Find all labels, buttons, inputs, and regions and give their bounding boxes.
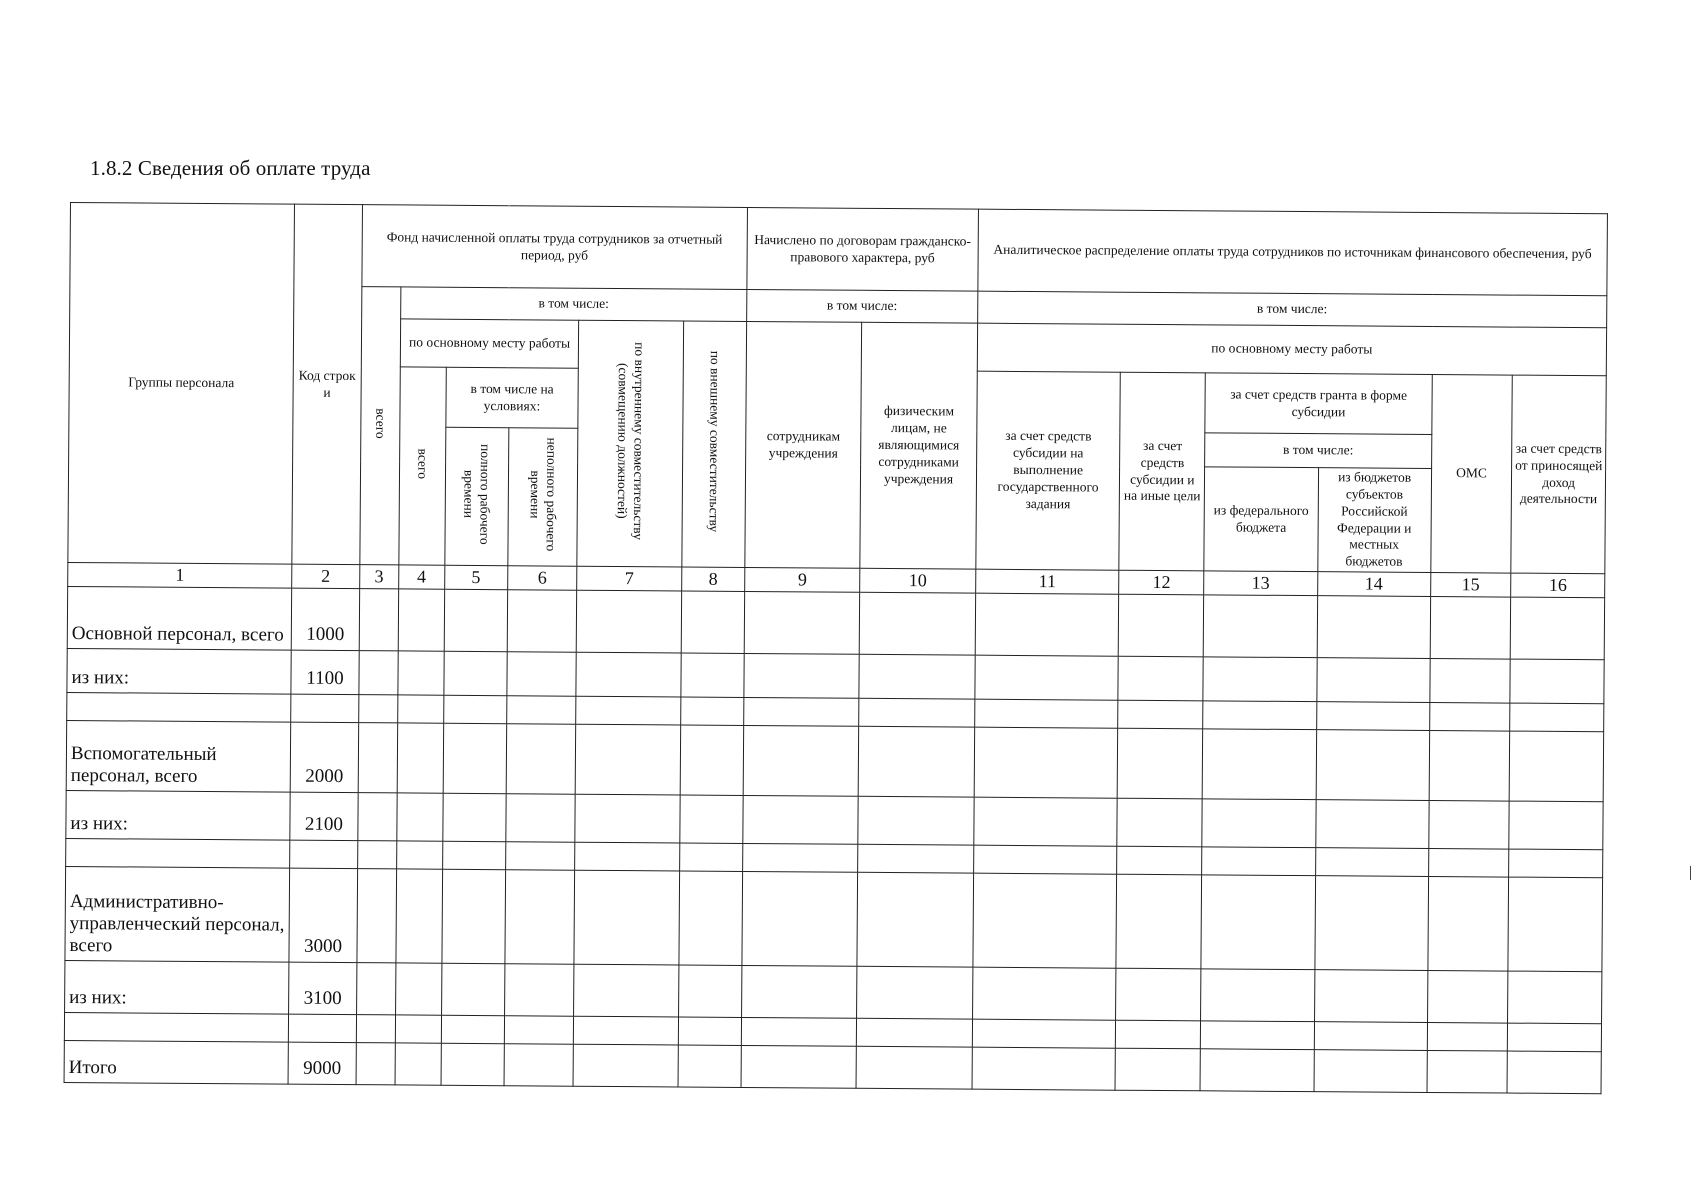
value-cell[interactable]: [397, 722, 443, 792]
col-number: 12: [1119, 570, 1204, 594]
value-cell[interactable]: [357, 840, 396, 868]
pay-table: [64, 202, 1608, 1094]
value-cell[interactable]: [356, 1014, 395, 1042]
value-cell[interactable]: [358, 694, 397, 722]
value-cell[interactable]: [858, 796, 974, 845]
col-number: 15: [1430, 572, 1511, 596]
value-cell[interactable]: [1118, 700, 1203, 729]
value-cell[interactable]: [1314, 969, 1428, 1022]
value-cell[interactable]: [505, 841, 575, 870]
col-number: 16: [1511, 573, 1605, 597]
value-cell[interactable]: [506, 723, 576, 794]
value-cell[interactable]: [741, 1045, 857, 1088]
header-non-employees: физическим лицам, не являющимися сотрудниками учреждения: [860, 322, 977, 569]
value-cell[interactable]: [856, 1046, 972, 1089]
value-cell[interactable]: [356, 962, 396, 1014]
value-cell[interactable]: [744, 591, 860, 654]
header-analytic: Аналитическое распределение оплаты труда сотрудников по источникам финансового обеспечения, руб: [978, 209, 1608, 296]
value-cell[interactable]: [441, 1043, 504, 1085]
value-cell[interactable]: [1314, 875, 1428, 970]
value-cell[interactable]: [1510, 597, 1604, 660]
row-code: 2000: [290, 722, 358, 792]
value-cell[interactable]: [398, 650, 444, 694]
value-cell[interactable]: [1429, 702, 1510, 731]
value-cell[interactable]: [507, 589, 577, 652]
value-cell[interactable]: [1316, 701, 1429, 730]
value-cell[interactable]: [1427, 1050, 1508, 1093]
value-cell[interactable]: [358, 792, 398, 840]
value-cell[interactable]: [1116, 874, 1202, 969]
value-cell[interactable]: [1314, 1021, 1427, 1050]
value-cell[interactable]: [441, 963, 505, 1015]
value-cell[interactable]: [1428, 848, 1509, 877]
col-number: 13: [1204, 571, 1317, 595]
value-cell[interactable]: [859, 654, 975, 699]
value-cell[interactable]: [1508, 971, 1602, 1024]
row-code: 1100: [291, 650, 359, 694]
value-cell[interactable]: [359, 588, 399, 650]
value-cell[interactable]: [1117, 846, 1202, 875]
header-external: по внешнему совместительству: [682, 321, 747, 567]
value-cell[interactable]: [860, 592, 976, 655]
value-cell[interactable]: [504, 963, 574, 1016]
header-internal: по внутреннему совместительству (совмещению должностей): [577, 320, 683, 567]
value-cell[interactable]: [1430, 658, 1511, 703]
value-cell[interactable]: [972, 967, 1116, 1020]
page-title: 1.8.2 Сведения об оплате труда: [90, 156, 371, 180]
header-grant-incl: в том числе:: [1205, 433, 1432, 469]
value-cell[interactable]: [1116, 968, 1201, 1021]
value-cell[interactable]: [443, 695, 506, 723]
value-cell[interactable]: [679, 842, 742, 870]
col-number: 4: [399, 565, 445, 589]
value-cell[interactable]: [681, 590, 745, 652]
row-label: Основной персонал, всего: [67, 586, 292, 650]
header-part-time: неполного рабочего времени: [508, 428, 579, 567]
header-employees: сотрудникам учреждения: [745, 321, 862, 568]
header-fund-total: всего: [360, 287, 401, 565]
header-code: Код строк и: [292, 204, 362, 564]
col-number: 9: [745, 567, 861, 591]
value-cell[interactable]: [743, 725, 859, 796]
value-cell[interactable]: [680, 794, 743, 842]
value-cell[interactable]: [744, 697, 860, 726]
row-label: Административно-управленческий персонал, всего: [65, 866, 290, 962]
value-cell[interactable]: [576, 724, 681, 795]
value-cell[interactable]: [574, 964, 679, 1017]
value-cell[interactable]: [575, 842, 680, 871]
value-cell[interactable]: [504, 1015, 574, 1044]
value-cell[interactable]: [681, 696, 744, 724]
value-cell[interactable]: [857, 966, 973, 1019]
value-cell[interactable]: [1429, 730, 1510, 801]
value-cell[interactable]: [1510, 703, 1604, 732]
header-fund: Фонд начисленной оплаты труда сотрудников за отчетный период, руб: [362, 205, 748, 290]
value-cell[interactable]: [1201, 968, 1315, 1021]
header-groups: Группы персонала: [68, 203, 295, 565]
value-cell[interactable]: [577, 590, 682, 653]
value-cell[interactable]: [859, 698, 975, 727]
margin-mark: [1690, 866, 1691, 880]
value-cell[interactable]: [1118, 728, 1203, 799]
value-cell[interactable]: [743, 843, 859, 872]
value-cell[interactable]: [573, 1044, 678, 1087]
value-cell[interactable]: [974, 699, 1118, 728]
value-cell[interactable]: [1200, 1048, 1314, 1091]
header-grant: за счет средств гранта в форме субсидии: [1205, 373, 1432, 435]
row-code: 1000: [291, 588, 359, 650]
header-full-time: полного рабочего времени: [444, 427, 508, 565]
header-fund-incl: в том числе:: [401, 287, 747, 322]
value-cell[interactable]: [507, 651, 577, 696]
value-cell[interactable]: [857, 872, 973, 967]
value-cell[interactable]: [1509, 849, 1603, 878]
value-cell[interactable]: [442, 869, 506, 963]
pay-table-sheet: [64, 202, 1608, 1094]
value-cell[interactable]: [1119, 594, 1204, 657]
col-number: 5: [444, 565, 507, 589]
value-cell[interactable]: [395, 1042, 441, 1084]
value-cell[interactable]: [398, 588, 444, 650]
value-cell[interactable]: [576, 652, 681, 697]
value-cell[interactable]: [742, 871, 858, 966]
col-number: 6: [507, 566, 577, 590]
value-cell[interactable]: [974, 727, 1118, 798]
value-cell[interactable]: [1429, 800, 1510, 849]
header-regional: из бюджетов субъектов Российской Федерации и местных бюджетов: [1317, 468, 1431, 573]
value-cell[interactable]: [1317, 595, 1431, 658]
row-label: из них:: [66, 790, 291, 840]
value-cell[interactable]: [1427, 970, 1508, 1023]
row-label: Вспомогательный персонал, всего: [66, 720, 291, 792]
col-number: 11: [975, 569, 1119, 594]
value-cell[interactable]: [1202, 728, 1316, 799]
value-cell[interactable]: [1428, 876, 1509, 971]
header-income: за счет средств от приносящей доход деятельности: [1511, 375, 1606, 574]
value-cell[interactable]: [742, 965, 858, 1018]
value-cell[interactable]: [857, 1018, 973, 1047]
value-cell[interactable]: [1430, 596, 1511, 659]
value-cell[interactable]: [1118, 656, 1203, 701]
value-cell[interactable]: [681, 652, 744, 696]
value-cell[interactable]: [1509, 801, 1603, 850]
value-cell[interactable]: [358, 722, 398, 792]
value-cell[interactable]: [356, 1042, 395, 1084]
value-cell[interactable]: [1316, 729, 1430, 800]
value-cell[interactable]: [678, 964, 742, 1016]
value-cell[interactable]: [858, 844, 974, 873]
value-cell[interactable]: [506, 793, 576, 842]
header-oms: ОМС: [1431, 374, 1513, 573]
value-cell[interactable]: [679, 870, 743, 964]
row-label: [64, 1012, 288, 1042]
row-label: из них:: [67, 648, 292, 694]
row-code: 3000: [289, 868, 357, 962]
value-cell[interactable]: [504, 1043, 574, 1086]
value-cell[interactable]: [442, 841, 505, 869]
value-cell[interactable]: [397, 792, 443, 840]
header-federal: из федерального бюджета: [1204, 467, 1318, 572]
value-cell[interactable]: [441, 1015, 504, 1043]
value-cell[interactable]: [744, 653, 860, 698]
row-code: 2100: [290, 792, 358, 840]
value-cell[interactable]: [505, 869, 575, 964]
value-cell[interactable]: [1201, 874, 1315, 969]
value-cell[interactable]: [1509, 731, 1603, 802]
col-number: 8: [682, 567, 745, 591]
header-main-place-analytic: по основному месту работы: [977, 323, 1607, 376]
value-cell[interactable]: [1116, 1020, 1201, 1049]
row-code: [290, 840, 358, 868]
value-cell[interactable]: [576, 696, 681, 725]
value-cell[interactable]: [1508, 1023, 1602, 1052]
value-cell[interactable]: [1314, 1049, 1428, 1092]
value-cell[interactable]: [1508, 877, 1602, 972]
header-analytic-incl: в том числе:: [977, 291, 1606, 328]
value-cell[interactable]: [1203, 700, 1316, 729]
value-cell[interactable]: [974, 797, 1118, 846]
value-cell[interactable]: [395, 1014, 441, 1042]
value-cell[interactable]: [975, 655, 1119, 700]
row-code: [291, 694, 359, 722]
value-cell[interactable]: [1201, 1020, 1314, 1049]
value-cell[interactable]: [1115, 1048, 1200, 1091]
col-number: 1: [68, 562, 292, 587]
value-cell[interactable]: [396, 840, 442, 868]
value-cell[interactable]: [574, 870, 679, 965]
value-cell[interactable]: [443, 651, 506, 695]
value-cell[interactable]: [1315, 799, 1429, 848]
value-cell[interactable]: [357, 868, 397, 962]
col-number: 14: [1317, 572, 1430, 596]
header-incl-conditions: в том числе на условиях:: [445, 367, 578, 428]
value-cell[interactable]: [443, 723, 507, 793]
value-cell[interactable]: [1117, 798, 1202, 847]
value-cell[interactable]: [741, 1017, 857, 1046]
col-number: 3: [359, 565, 398, 589]
value-cell[interactable]: [1427, 1022, 1508, 1051]
value-cell[interactable]: [359, 650, 398, 694]
value-cell[interactable]: [975, 593, 1119, 656]
value-cell[interactable]: [678, 1044, 741, 1086]
value-cell[interactable]: [506, 695, 576, 724]
table-row: [66, 720, 1603, 801]
row-code: 3100: [289, 962, 357, 1014]
value-cell[interactable]: [972, 1047, 1116, 1090]
value-cell[interactable]: [574, 1016, 679, 1045]
value-cell[interactable]: [743, 795, 859, 844]
row-label: [67, 692, 291, 722]
table-row: [67, 586, 1604, 659]
header-other-goals: за счет средств субсидии и на иные цели: [1119, 372, 1205, 571]
header-state-task: за счет средств субсидии на выполнение государственного задания: [976, 371, 1121, 570]
value-cell[interactable]: [1315, 847, 1428, 876]
value-cell[interactable]: [859, 726, 975, 797]
header-gph-incl: в том числе:: [747, 289, 978, 323]
value-cell[interactable]: [395, 962, 441, 1014]
value-cell[interactable]: [1316, 657, 1430, 702]
col-number: 7: [577, 566, 682, 590]
header-main-place: по основному месту работы: [400, 319, 579, 368]
value-cell[interactable]: [972, 1019, 1116, 1048]
table-row: [65, 866, 1603, 971]
value-cell[interactable]: [680, 724, 744, 794]
value-cell[interactable]: [678, 1016, 741, 1044]
row-code: 9000: [288, 1042, 356, 1084]
header-gph: Начислено по договорам гражданско-правового характера, руб: [747, 207, 978, 291]
value-cell[interactable]: [1203, 656, 1317, 701]
value-cell[interactable]: [396, 868, 442, 962]
row-code: [289, 1014, 357, 1042]
value-cell[interactable]: [973, 845, 1117, 874]
header-main-total: всего: [399, 367, 446, 565]
value-cell[interactable]: [442, 793, 505, 841]
value-cell[interactable]: [1507, 1051, 1601, 1094]
row-label: из них:: [65, 960, 290, 1014]
value-cell[interactable]: [444, 589, 508, 651]
value-cell[interactable]: [1202, 846, 1315, 875]
col-number: 2: [292, 564, 360, 588]
value-cell[interactable]: [1510, 659, 1604, 704]
value-cell[interactable]: [398, 694, 444, 722]
value-cell[interactable]: [973, 873, 1117, 968]
row-label: Итого: [64, 1040, 289, 1084]
data-rows: [64, 586, 1605, 1093]
value-cell[interactable]: [575, 794, 680, 843]
row-label: [66, 838, 290, 868]
value-cell[interactable]: [1202, 798, 1316, 847]
value-cell[interactable]: [1204, 594, 1318, 657]
col-number: 10: [860, 568, 976, 592]
